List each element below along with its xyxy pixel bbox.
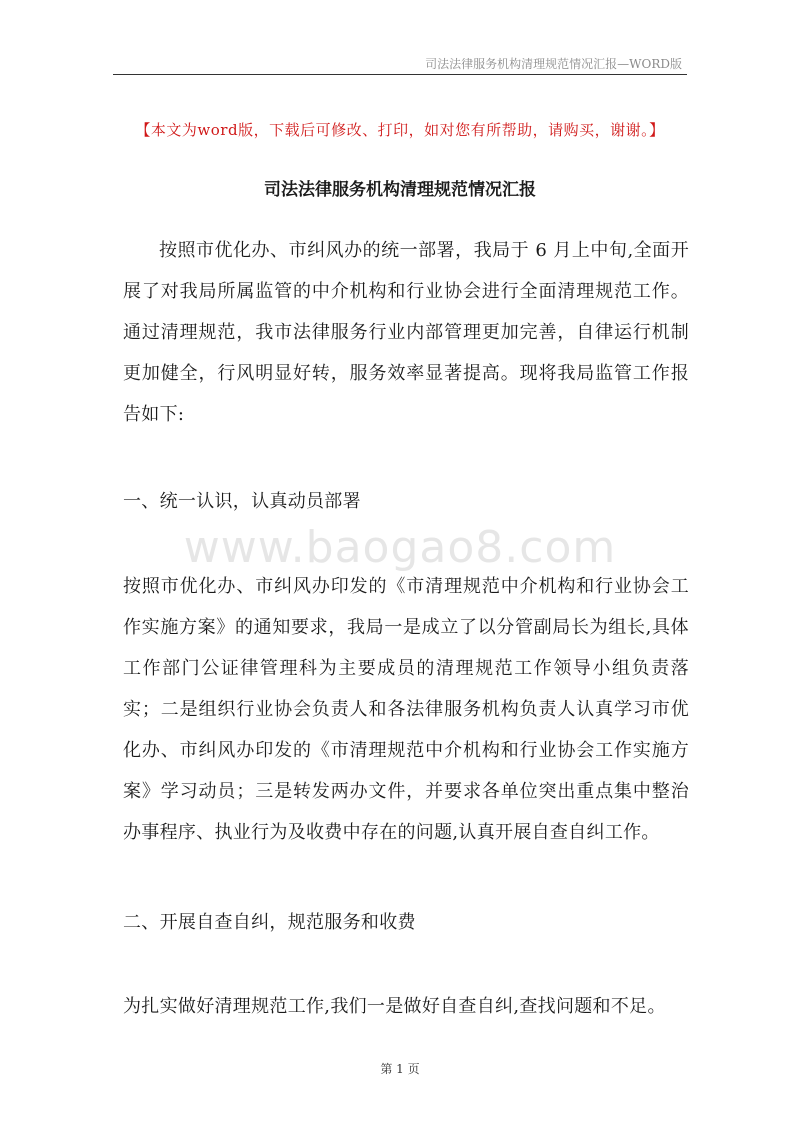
section-2-paragraph: 为扎实做好清理规范工作,我们一是做好自查自纠,查找问题和不足。 bbox=[123, 996, 666, 1017]
running-header: 司法法律服务机构清理规范情况汇报—WORD版 bbox=[425, 57, 682, 71]
intro-paragraph: 按照市优化办、市纠风办的统一部署，我局于 6 月上中旬,全面开展了对我局所属监管的中介机构和行业协会进行全面清理规范工作。通过清理规范，我市法律服务行业内部管理更加完善，自律运行机制更加健全，行风明显好转，服务效率显著提高。现将我局监管工作报告如下: bbox=[123, 240, 689, 425]
section-heading-2: 二、开展自查自纠，规范服务和收费 bbox=[123, 912, 416, 933]
document-title: 司法法律服务机构清理规范情况汇报 bbox=[264, 180, 536, 200]
header-divider bbox=[113, 74, 687, 75]
purchase-notice: 【本文为word版，下载后可修改、打印，如对您有所帮助，请购买，谢谢。】 bbox=[135, 121, 665, 139]
section-1-paragraph: 按照市优化办、市纠风办印发的《市清理规范中介机构和行业协会工作实施方案》的通知要求，我局一是成立了以分管副局长为组长,具体工作部门公证律管理科为主要成员的清理规范工作领导小组负责落实；二是组织行业协会负责人和各法律服务机构负责人认真学习市优化办、市纠风办印发的《市清理规范中介机构和行业协会工作实施方案》学习动员；三是转发两办文件，并要求各单位突出重点集中整治办事程序、执业行为及收费中存在的问题,认真开展自查自纠工作。 bbox=[123, 576, 689, 843]
site-watermark: www.baogao8.com bbox=[183, 522, 617, 573]
section-heading-1: 一、统一认识，认真动员部署 bbox=[123, 491, 361, 512]
page-number: 第 1 页 bbox=[380, 1062, 420, 1076]
